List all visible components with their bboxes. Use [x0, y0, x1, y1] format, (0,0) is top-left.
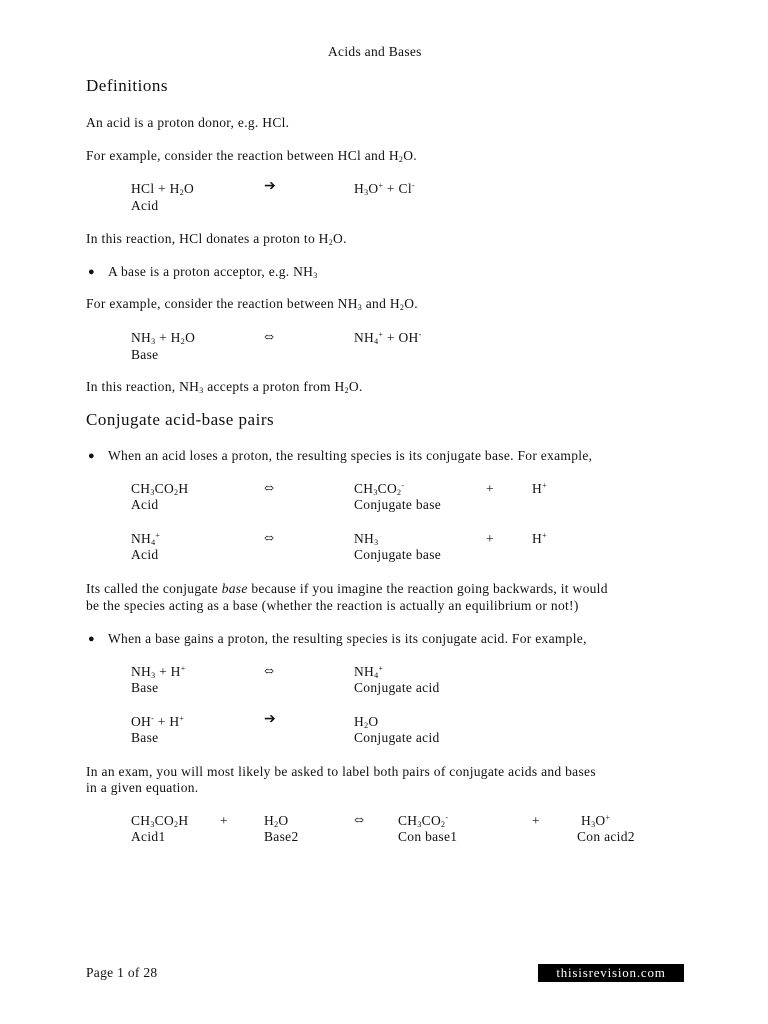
acid-loses-proton-text: When an acid loses a proton, the resulting species is its conjugate base. For example,	[108, 448, 593, 463]
right-arrow-icon: ➔	[264, 179, 276, 194]
double-arrow-icon: ⬄	[264, 531, 275, 545]
proton: H+	[532, 481, 547, 496]
equation-ammonia-plus-proton: $NH_3 + H^+$	[131, 664, 186, 680]
label-acid: Acid	[131, 497, 159, 512]
label-conjugate-base: Conjugate base	[354, 497, 442, 512]
label-base: Base	[131, 680, 159, 695]
base-definition: A base is a proton acceptor, e.g. $NH_3$	[108, 264, 318, 280]
nh3-accepts-text: In this reaction, $NH_3$ accepts a proton from $H_2O$.	[86, 379, 363, 395]
equation-hcl-reactants: HCl + $H_2O$	[131, 181, 195, 197]
acid-definition: An acid is a proton donor, e.g. HCl.	[86, 115, 290, 130]
conjugate-base-explanation-line1: Its called the conjugate base because if you imagine the reaction going backwards, it would	[86, 581, 608, 596]
page-header-title: Acids and Bases	[328, 44, 422, 59]
nh3-example-intro: For example, consider the reaction between $NH_3$ and $H_2O$.	[86, 296, 418, 312]
equation-nh3-products: $NH_4^+ + OH^-$	[354, 330, 422, 346]
hcl-example-intro: For example, consider the reaction between HCl and $H_2O$.	[86, 148, 417, 164]
equation-ethanoic-acid: $CH_3CO_2H$	[131, 481, 189, 497]
double-arrow-icon: ⬄	[264, 481, 275, 495]
brand-logo: thisisrevision.com	[538, 964, 684, 982]
double-arrow-icon: ⬄	[354, 813, 365, 827]
label-con-acid2: Con acid2	[577, 829, 635, 844]
bullet-icon: ●	[88, 266, 95, 278]
plus-sign: +	[486, 481, 494, 496]
right-arrow-icon: ➔	[264, 712, 276, 727]
equation-ammonium: $NH_4^+$	[354, 664, 384, 680]
bullet-icon: ●	[88, 633, 95, 645]
proton: H+	[532, 531, 547, 546]
hcl-donates-text: In this reaction, HCl donates a proton to $H_2O$.	[86, 231, 347, 247]
label-conjugate-acid: Conjugate acid	[354, 730, 440, 745]
equation-hydronium: $H_3O^+$	[581, 813, 611, 829]
equation-hydroxide-plus-proton: OH- + H+	[131, 714, 185, 729]
equation-water: $H_2O$	[264, 813, 289, 829]
section-heading-definitions: Definitions	[86, 76, 168, 95]
label-conjugate-base: Conjugate base	[354, 547, 442, 562]
equation-nh3-reactants: $NH_3 + H_2O$	[131, 330, 196, 346]
label-acid1: Acid1	[131, 829, 166, 844]
page-number: Page 1 of 28	[86, 965, 158, 980]
plus-sign: +	[220, 813, 228, 828]
plus-sign: +	[486, 531, 494, 546]
bullet-icon: ●	[88, 450, 95, 462]
exam-text-line1: In an exam, you will most likely be asked to label both pairs of conjugate acids and bases	[86, 764, 596, 779]
label-base2: Base2	[264, 829, 299, 844]
label-base: Base	[131, 347, 159, 362]
equation-ammonia: $NH_3$	[354, 531, 379, 547]
label-conjugate-acid: Conjugate acid	[354, 680, 440, 695]
base-gains-proton-text: When a base gains a proton, the resulting species is its conjugate acid. For example,	[108, 631, 587, 646]
section-heading-conjugate-pairs: Conjugate acid-base pairs	[86, 410, 275, 429]
equation-ammonium: $NH_4^+$	[131, 531, 161, 547]
label-acid: Acid	[131, 198, 159, 213]
double-arrow-icon: ⬄	[264, 330, 275, 344]
exam-text-line2: in a given equation.	[86, 780, 199, 795]
equation-hcl-products: $H_3O^+ + Cl^-$	[354, 181, 415, 197]
conjugate-base-explanation-line2: be the species acting as a base (whether the reaction is actually an equilibrium or not!)	[86, 598, 579, 613]
label-base: Base	[131, 730, 159, 745]
plus-sign: +	[532, 813, 540, 828]
double-arrow-icon: ⬄	[264, 664, 275, 678]
equation-water: $H_2O$	[354, 714, 379, 730]
equation-ethanoic-acid: $CH_3CO_2H$	[131, 813, 189, 829]
equation-ethanoate: $CH_3CO_2^-$	[354, 481, 405, 497]
label-acid: Acid	[131, 547, 159, 562]
equation-ethanoate: $CH_3CO_2^-$	[398, 813, 449, 829]
label-con-base1: Con base1	[398, 829, 458, 844]
